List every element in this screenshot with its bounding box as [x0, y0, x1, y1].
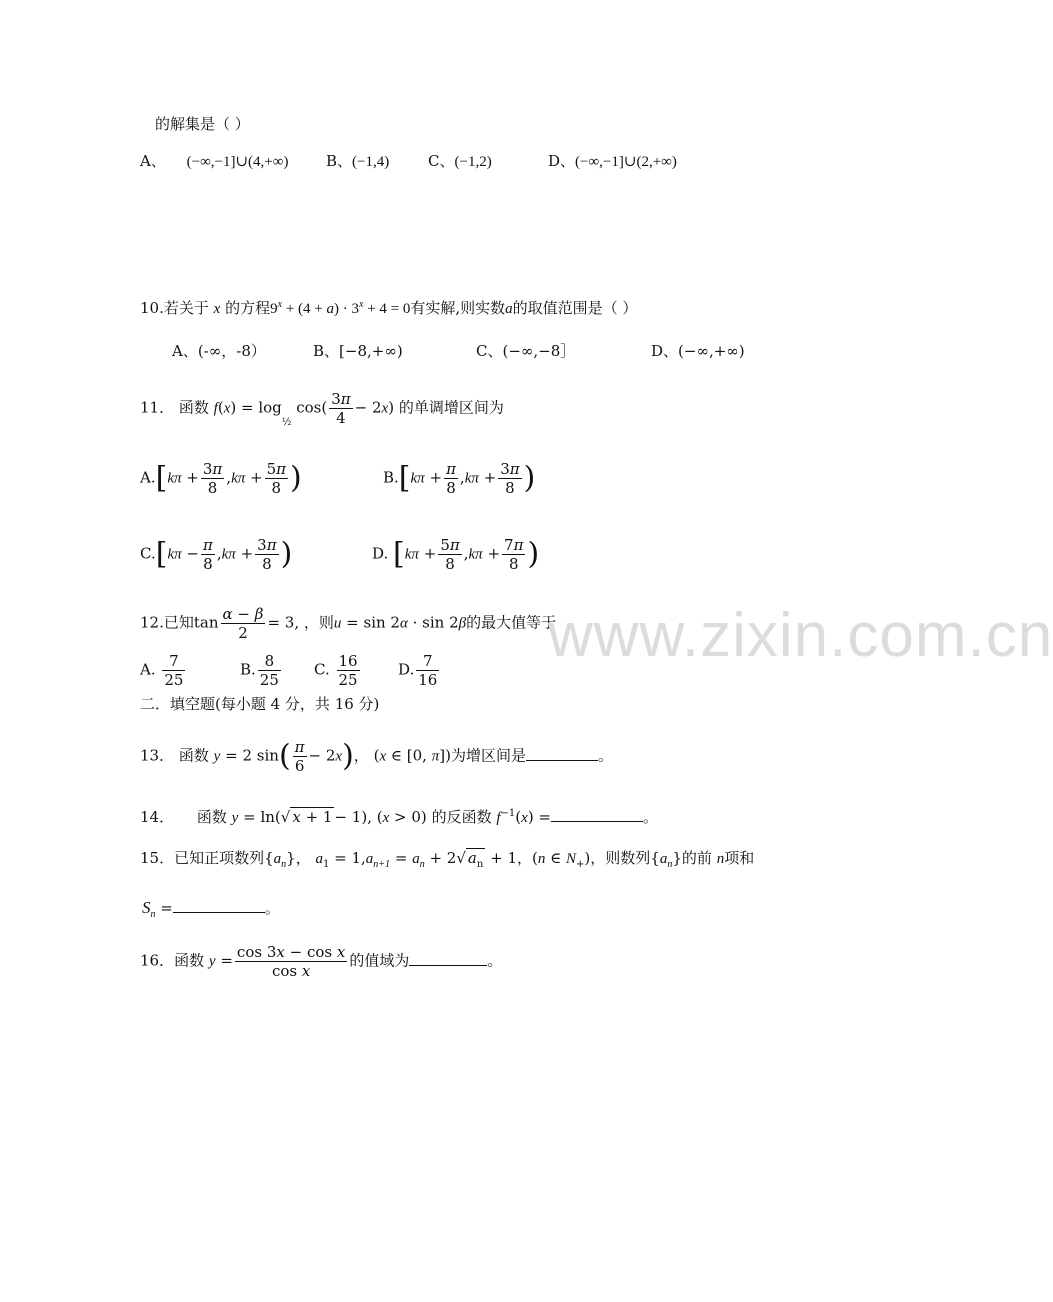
q11-opt-c-label: C. [140, 544, 156, 563]
q11-opt-b-label: B. [383, 468, 399, 487]
q9-option-d [548, 150, 677, 173]
q15-end: 。 [264, 899, 280, 917]
q9-opt-a-label: A、 [140, 152, 166, 170]
q14-text-b: 的反函数 [431, 808, 492, 826]
q10-text-b: 的方程 [225, 299, 271, 317]
q16-number: 16． [140, 951, 175, 970]
q12-opt-c [314, 652, 362, 689]
q16-text-b: 的值域为 [349, 951, 410, 970]
q10-opt-c: C、(−∞,−8］ [476, 342, 576, 360]
q16-answer-blank[interactable] [409, 951, 487, 966]
q11-text-b: 的单调增区间为 [398, 398, 504, 417]
q10-var-a: a [505, 301, 513, 317]
q11-opt-a-label: A. [140, 468, 156, 487]
q12-number: 12. [140, 613, 164, 632]
q11-function: f [213, 400, 218, 417]
q16-text-a: 函数 [174, 951, 205, 970]
q13-text-b: 为增区间是 [450, 746, 526, 765]
q12-opt-d [398, 652, 441, 689]
q12-opt-a [140, 652, 187, 689]
q9-opt-b-label: B、 [326, 152, 353, 170]
q11-opt-a: A.[kπ + $\frac{3\pi}{8}$ ,kπ + $\frac{5\pi}{8}$ ) [140, 460, 302, 497]
q9-opt-d-label: D、 [548, 152, 576, 170]
q12-opt-d-den: 16 [418, 671, 438, 689]
q9-opt-c-label: C、 [428, 152, 455, 170]
q10-text-a: 若关于 [163, 299, 209, 317]
q12-opt-c-num: 16 [338, 652, 358, 670]
q11-opt-d: D. [kπ + $\frac{5\pi}{8}$ ,kπ + $\frac{7\pi}{8}$ ) [372, 536, 540, 573]
q12-text-c: 的最大值等于 [466, 613, 557, 632]
q15-stem: 15．已知正项数列$\{a_n\}$， $a_1 = 1,a_{n+1} = a_n + 2√$ $a_n + 1$，(n ∈ $N_+$)，则数列$\{a_n\}$的前 n项和 [140, 849, 755, 870]
q9-opt-c: (−1,2) [454, 154, 492, 170]
section-title-fill-in: 二．填空题(每小题 4 分，共 16 分) [140, 695, 380, 713]
q14-answer-blank[interactable] [551, 807, 643, 822]
watermark: www.zixin.com.cn [548, 601, 1053, 670]
q15-number: 15． [140, 849, 175, 867]
q12-opt-b-num: 8 [258, 652, 281, 671]
q13-number: 13． [140, 746, 175, 765]
q15-sum-line: $S_n$ = 。 [142, 898, 280, 920]
q16-stem: 16．函数 y = $\frac{\text{cos 3x − cos x}}{\text{cos x}}$ 的值域为 。 [140, 943, 503, 980]
q12-opt-a-label: A. [140, 660, 156, 679]
q15-text-a: 已知正项数列 [174, 849, 265, 867]
q12-opt-b-den: 25 [259, 671, 279, 689]
q14-stem: 14． 函数 y = ln(√ x + 1 − 1), (x > 0) 的反函数 $f^{-1}(x)$ = 。 [140, 808, 659, 826]
q15-text-c: 的前 [681, 849, 712, 867]
q14-end: 。 [643, 808, 659, 826]
q10-opt-a: A、(-∞，-8） [172, 342, 266, 360]
q13-text-a: 函数 [178, 746, 209, 765]
q12-opt-d-num: 7 [416, 652, 439, 671]
q16-frac: $\frac{\text{cos 3x − cos x}}{\text{cos x}}$ [236, 943, 346, 980]
q11-number: 11． [140, 398, 175, 417]
q10-stem [140, 294, 637, 320]
q11-opt-c: C.[kπ − $\frac{\pi}{8}$ ,kπ + $\frac{3\pi}{8}$ ) [140, 536, 293, 573]
q12-opt-a-den: 25 [164, 671, 184, 689]
q10-text-c: 有实解,则实数 [410, 299, 506, 317]
q15-text-b: ，则数列 [590, 849, 651, 867]
q11-opt-d-label: D. [372, 544, 389, 563]
q9-opt-a: (−∞,−1]∪(4,+∞) [186, 154, 289, 170]
q11-stem: 11． 函数 $f(x) = \log_{\frac{1}{2}} \cos$( $\frac{3\pi}{4}$ − 2x) 的单调增区间为 [140, 390, 504, 428]
q15-var-n: n [716, 851, 725, 867]
q14-number: 14． [140, 808, 175, 826]
q12-opt-b-label: B. [240, 660, 256, 679]
q15-text-d: 项和 [724, 849, 755, 867]
q12-opt-a-num: 7 [162, 652, 185, 671]
q10-text-d: 的取值范围是（ ） [512, 299, 638, 317]
q9-stem-tail [155, 113, 250, 135]
q10-number: 10. [140, 299, 164, 317]
q12-frac: $\frac{\alpha - \beta}{2}$ [222, 605, 264, 642]
q12-stem: 12.已知tan $\frac{\alpha - \beta}{2}$ = 3, ，则u = sin 2α · sin 2β的最大值等于 [140, 605, 557, 642]
q10-equation: $9^x + (4 + a) \cdot 3^x + 4 = 0$ [270, 299, 411, 317]
q11-text-a: 函数 [178, 398, 209, 417]
q13-end: 。 [597, 746, 613, 765]
q13-answer-blank[interactable] [526, 746, 598, 761]
q9-option-c [428, 150, 492, 173]
q10-opt-d: D、(−∞,+∞) [651, 342, 745, 360]
q12-opt-c-den: 25 [338, 671, 358, 689]
q15-answer-blank[interactable] [173, 898, 265, 913]
q12-text-b: ，则 [303, 613, 334, 632]
q14-text-a: 函数 [196, 808, 227, 826]
q16-end: 。 [487, 951, 503, 970]
q10-var-x: x [213, 301, 221, 317]
q12-opt-c-label: C. [314, 660, 330, 679]
q11-frac-3pi-4: $\frac{3\pi}{4}$ [331, 390, 351, 427]
q9-options [140, 150, 288, 173]
q12-text-a: 已知 [163, 613, 194, 632]
q9-option-b [326, 150, 389, 173]
q12-opt-b [240, 652, 283, 689]
q9-opt-b: (−1,4) [352, 154, 390, 170]
q9-stem-text: 的解集是（ ） [155, 115, 250, 133]
q13-stem: 13． 函数 y = 2 sin( $\frac{\pi}{6}$ − 2x)， (x ∈ [0, π])为增区间是 。 [140, 738, 613, 775]
q12-opt-d-label: D. [398, 660, 415, 679]
q11-opt-b: B.[kπ + $\frac{\pi}{8}$ ,kπ + $\frac{3\pi}{8}$ ) [383, 460, 536, 497]
q9-opt-d: (−∞,−1]∪(2,+∞) [575, 154, 677, 170]
q10-opt-b: B、[−8,+∞) [313, 342, 403, 360]
